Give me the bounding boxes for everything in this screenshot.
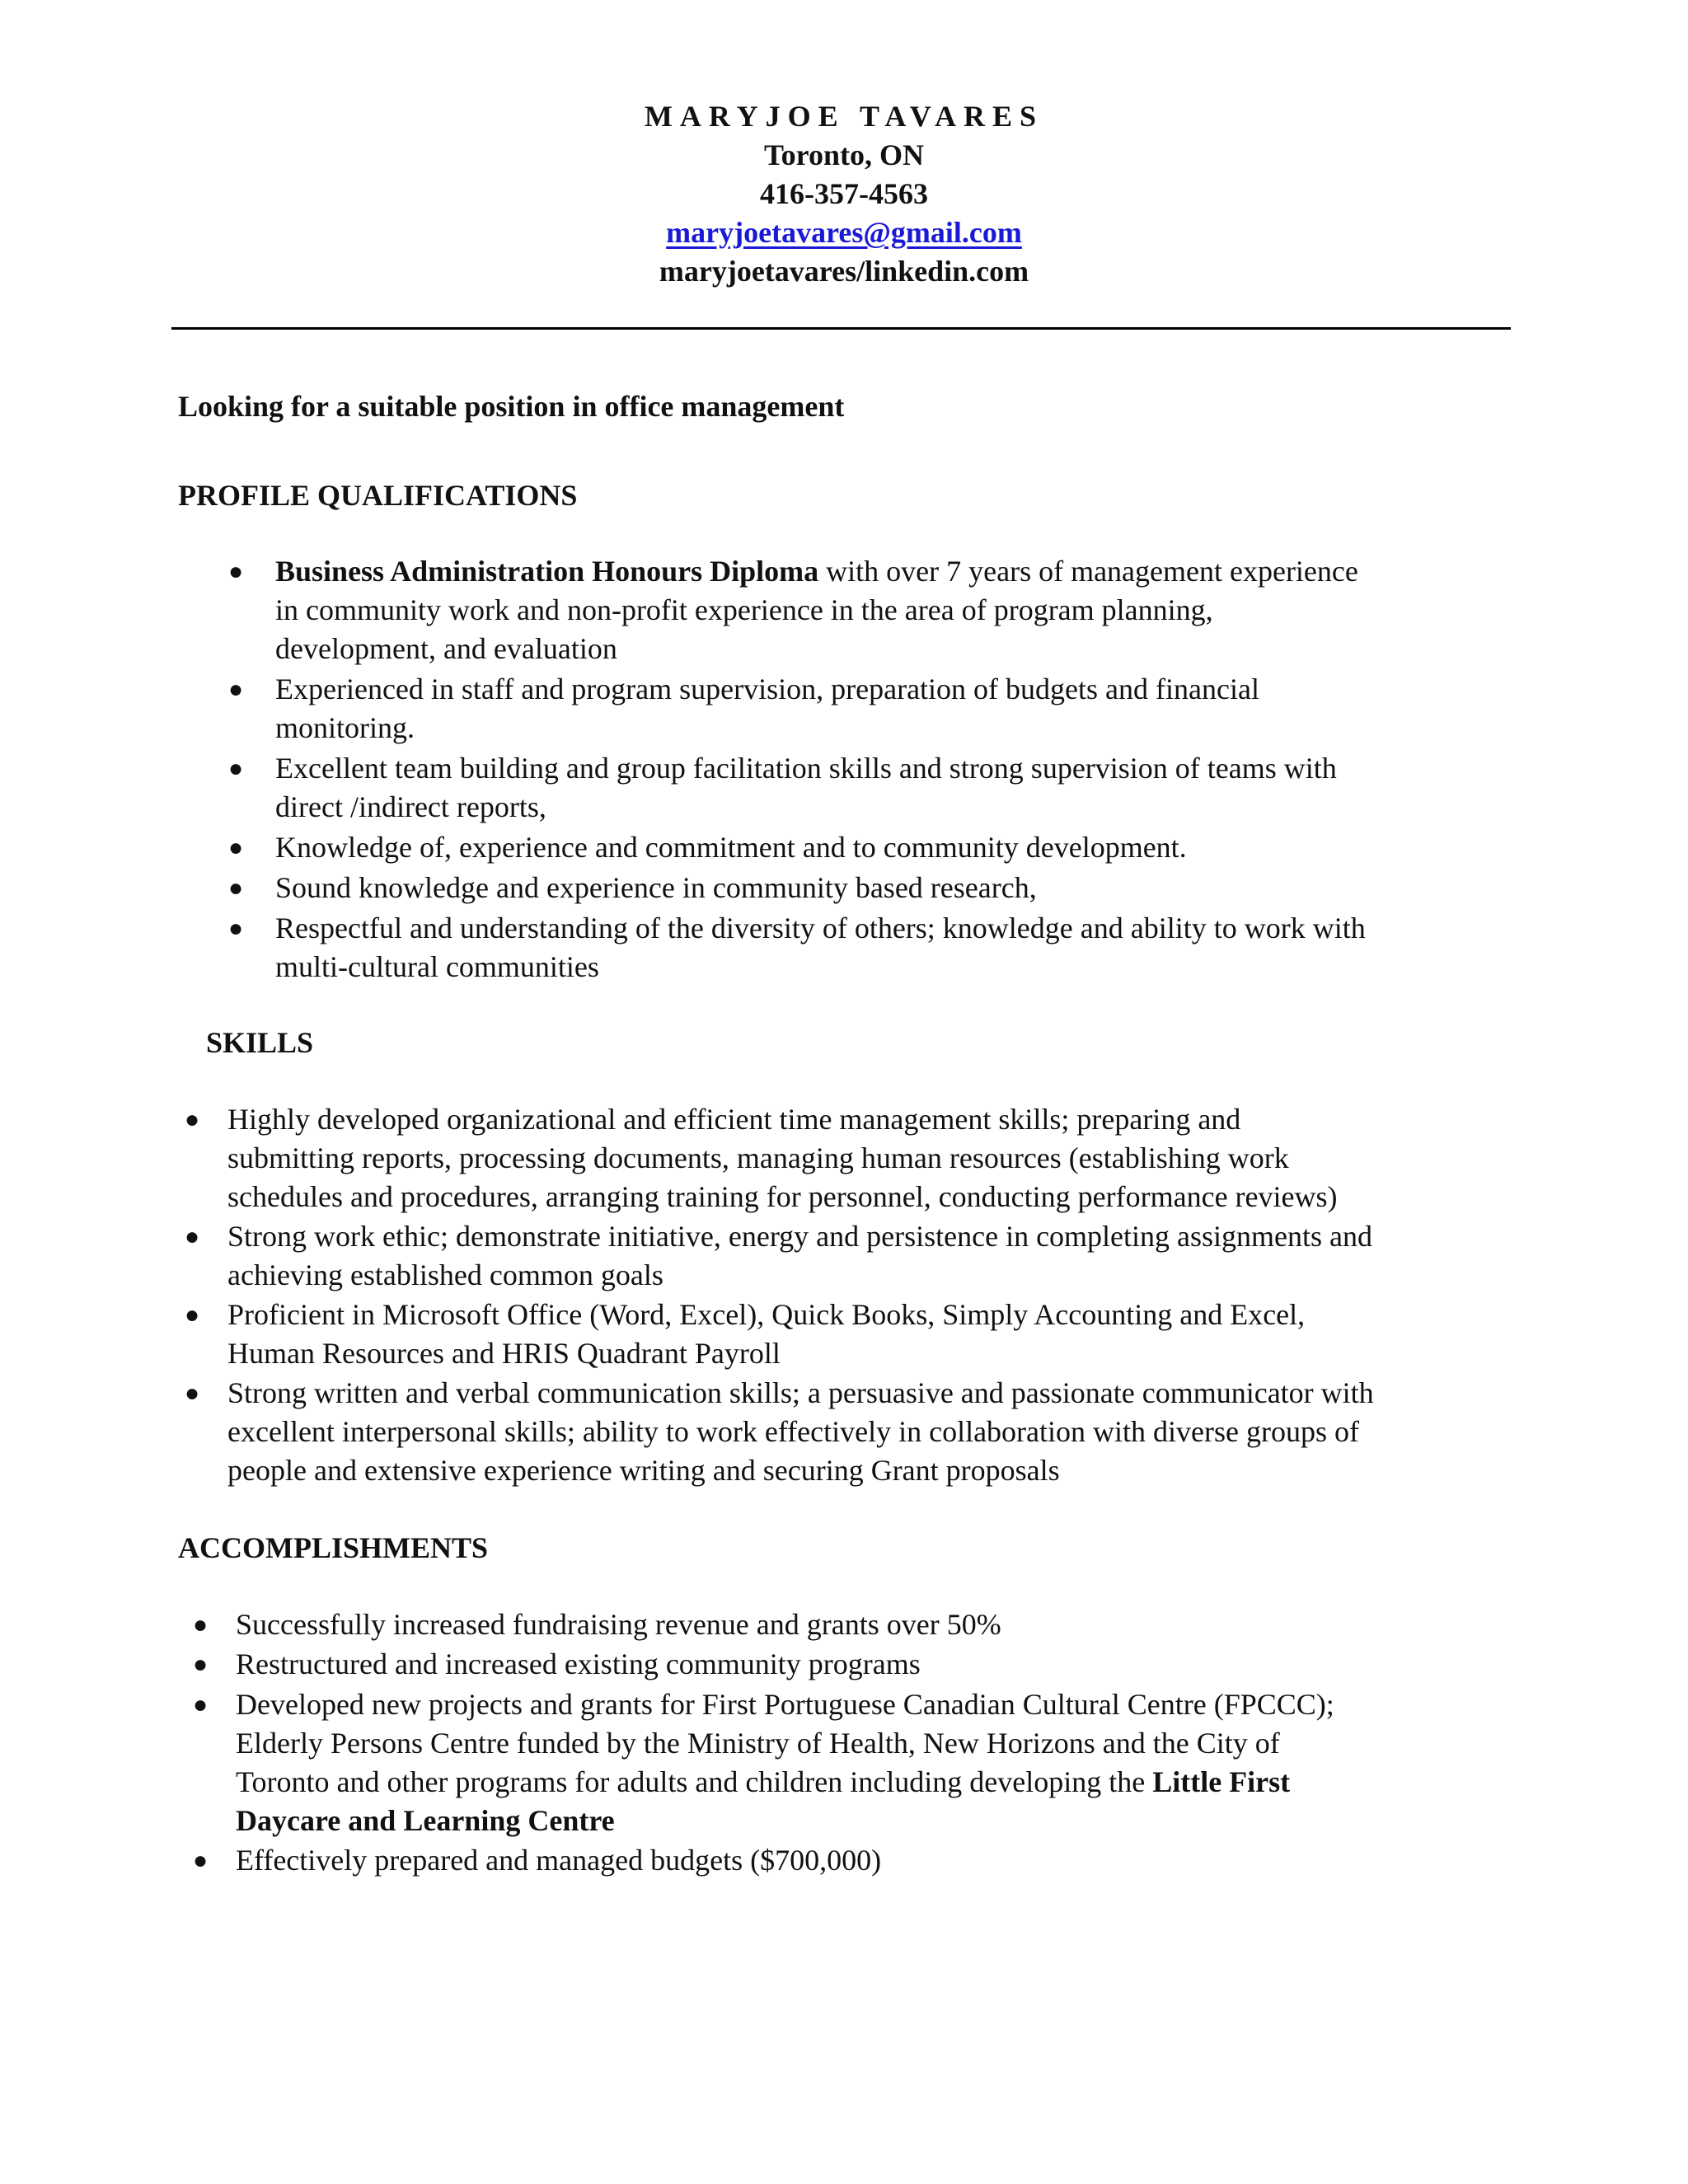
profile-item	[228, 909, 1366, 987]
candidate-phone: 416-357-4563	[760, 177, 928, 210]
bullet-icon: ●	[193, 1651, 209, 1678]
skills-item-line: Human Resources and HRIS Quadrant Payroll	[227, 1337, 781, 1370]
header-divider	[171, 327, 1511, 330]
profile-item-line: Experienced in staff and program supervision, preparation of budgets and financial	[275, 673, 1259, 705]
accomplishment-item-line: Effectively prepared and managed budgets ($700,000)	[236, 1844, 882, 1877]
profile-item	[228, 828, 1366, 867]
accomplishment-item-bold: Little First	[1152, 1765, 1291, 1798]
profile-item	[228, 749, 1366, 827]
bullet-icon: ●	[228, 915, 244, 942]
skills-item-line: Strong work ethic; demonstrate initiative, energy and persistence in completing assignments and	[227, 1220, 1373, 1253]
bullet-icon: ●	[185, 1106, 200, 1133]
candidate-linkedin: maryjoetavares/linkedin.com	[659, 255, 1029, 288]
profile-item-line: monitoring.	[275, 711, 415, 744]
skills-item-line: Proficient in Microsoft Office (Word, Excel), Quick Books, Simply Accounting and Excel,	[227, 1298, 1306, 1331]
profile-item	[228, 670, 1366, 748]
accomplishment-item-line: Developed new projects and grants for First Portuguese Canadian Cultural Centre (FPCCC);	[236, 1688, 1334, 1721]
skills-item-line: people and extensive experience writing and securing Grant proposals	[227, 1454, 1060, 1487]
bullet-icon: ●	[185, 1380, 200, 1407]
profile-item-line: Sound knowledge and experience in community based research,	[275, 871, 1037, 904]
bullet-icon: ●	[228, 676, 244, 703]
profile-item-line: direct /indirect reports,	[275, 790, 546, 823]
profile-item-line: Respectful and understanding of the diversity of others; knowledge and ability to work with	[275, 912, 1366, 944]
accomplishment-item-line: Successfully increased fundraising revenue and grants over 50%	[236, 1608, 1001, 1641]
profile-item-line: multi-cultural communities	[275, 950, 599, 983]
objective-statement: Looking for a suitable position in office management	[178, 390, 845, 423]
skills-item-line: submitting reports, processing documents, managing human resources (establishing work	[227, 1141, 1289, 1174]
accomplishment-item	[193, 1685, 1334, 1840]
skills-item-line: Strong written and verbal communication skills; a persuasive and passionate communicator with	[227, 1376, 1374, 1409]
bullet-icon: ●	[193, 1847, 209, 1874]
profile-item	[228, 552, 1366, 668]
candidate-email-link[interactable]: maryjoetavares@gmail.com	[666, 216, 1022, 249]
profile-list	[228, 552, 1366, 987]
skills-item	[185, 1217, 1374, 1295]
skills-item	[185, 1296, 1374, 1373]
accomplishment-item	[193, 1645, 1334, 1684]
accomplishment-item-bold: Daycare and Learning Centre	[236, 1804, 615, 1837]
bullet-icon: ●	[228, 755, 244, 782]
profile-item-bold: Business Administration Honours Diploma	[275, 555, 819, 588]
accomplishment-item-line: Toronto and other programs for adults and children including developing the	[236, 1765, 1153, 1798]
bullet-icon: ●	[228, 874, 244, 902]
profile-item-line: Excellent team building and group facilitation skills and strong supervision of teams with	[275, 752, 1337, 785]
skills-item-line: achieving established common goals	[227, 1258, 663, 1291]
profile-item	[228, 869, 1366, 907]
bullet-icon: ●	[228, 834, 244, 861]
skills-section-title: SKILLS	[206, 1026, 314, 1059]
bullet-icon: ●	[193, 1611, 209, 1638]
profile-item-line: with over 7 years of management experience	[818, 555, 1358, 588]
candidate-city: Toronto, ON	[763, 138, 925, 171]
skills-item-line: Highly developed organizational and efficient time management skills; preparing and	[227, 1103, 1241, 1136]
accomplishment-item-line: Elderly Persons Centre funded by the Ministry of Health, New Horizons and the City of	[236, 1727, 1280, 1760]
skills-list	[185, 1100, 1374, 1490]
accomplishment-item	[193, 1605, 1334, 1644]
accomplishments-section-title: ACCOMPLISHMENTS	[178, 1531, 489, 1564]
candidate-name: MARYJOE TAVARES	[644, 100, 1044, 133]
bullet-icon: ●	[193, 1691, 209, 1718]
skills-item-line: excellent interpersonal skills; ability to work effectively in collaboration with diverse groups of	[227, 1415, 1359, 1448]
profile-item-line: in community work and non-profit experience in the area of program planning,	[275, 593, 1213, 626]
accomplishments-list	[193, 1605, 1334, 1880]
skills-item	[185, 1374, 1374, 1490]
bullet-icon: ●	[185, 1301, 200, 1329]
skills-item-line: schedules and procedures, arranging training for personnel, conducting performance reviews)	[227, 1180, 1338, 1213]
accomplishment-item	[193, 1841, 1334, 1880]
bullet-icon: ●	[185, 1223, 200, 1250]
profile-section-title: PROFILE QUALIFICATIONS	[178, 479, 578, 512]
profile-item-line: Knowledge of, experience and commitment and to community development.	[275, 831, 1187, 864]
skills-item	[185, 1100, 1374, 1216]
accomplishment-item-line: Restructured and increased existing community programs	[236, 1647, 921, 1680]
profile-item-line: development, and evaluation	[275, 632, 617, 665]
resume-header	[0, 97, 1688, 291]
bullet-icon: ●	[228, 558, 244, 585]
